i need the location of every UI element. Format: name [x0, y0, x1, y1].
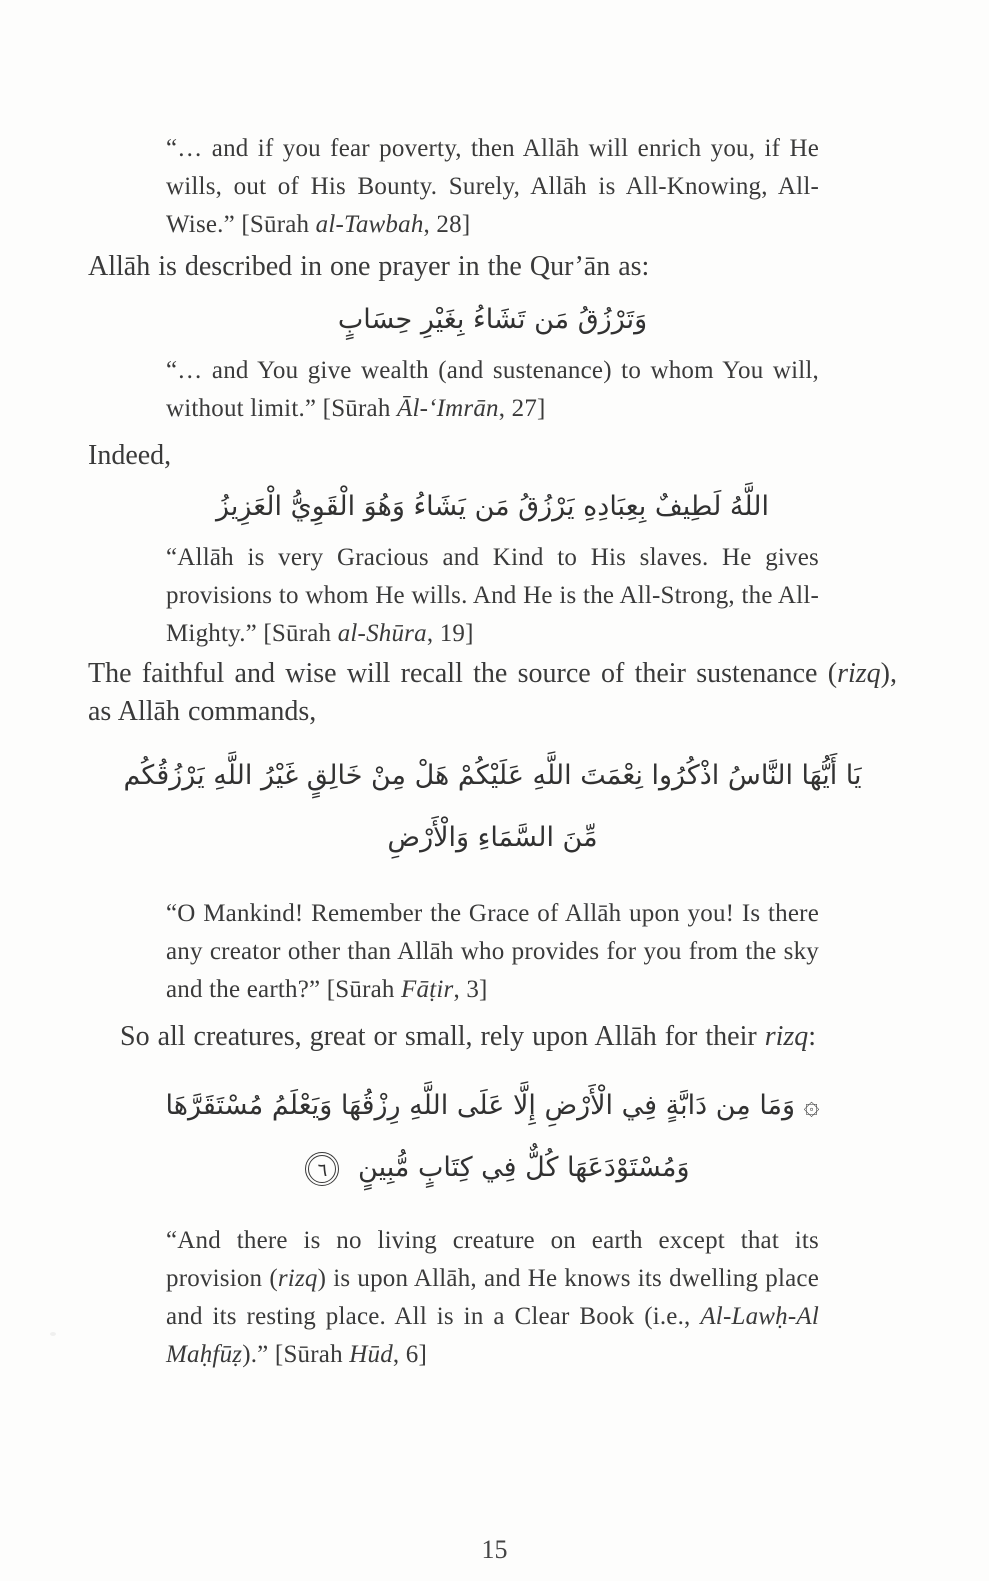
- arabic-verse-al-imran-27: وَتَرْزُقُ مَن تَشَاءُ بِغَيْرِ حِسَابٍ: [337, 304, 648, 335]
- quote-surah-hud-6: “And there is no living creature on earth except that its provision (rizq) is upon Allāh, and He knows its dwelling place and its resting place. All is in a Clear Book (i.e., Al-Lawḥ-Al Maḥfūẓ).” [Sūrah Hūd, 6]: [166, 1227, 819, 1368]
- page-number: 15: [481, 1535, 508, 1564]
- arabic-verse-fatir-3: [88, 745, 897, 869]
- scan-artifact: [50, 1332, 56, 1336]
- quote-surah-al-shura-19: “Allāh is very Gracious and Kind to His slaves. He gives provisions to whom He wills. And He is the All-Strong, the All-Mighty.” [Sūrah al-Shūra, 19]: [166, 544, 819, 647]
- arabic-verse-hud-6: [88, 1075, 897, 1199]
- arabic-hud-line-2: [88, 1137, 897, 1199]
- paragraph-allah-described: Allāh is described in one prayer in the Qur’ān as:: [88, 251, 650, 282]
- quote-surah-fatir-3: “O Mankind! Remember the Grace of Allāh upon you! Is there any creator other than Allāh who provides for you from the sky and the earth?” [Sūrah Fāṭir, 3]: [166, 900, 819, 1003]
- paragraph-all-creatures: So all creatures, great or small, rely upon Allāh for their rizq:: [120, 1021, 817, 1052]
- paragraph-indeed: Indeed,: [88, 440, 172, 471]
- quote-surah-al-imran-27: “… and You give wealth (and sustenance) to whom You will, without limit.” [Sūrah Āl-‘Imrān, 27]: [166, 357, 819, 422]
- page-content: [88, 130, 897, 1374]
- paragraph-faithful-and-wise: The faithful and wise will recall the source of their sustenance (rizq), as Allāh commands,: [88, 658, 897, 727]
- arabic-hud-line-1: ۞ وَمَا مِن دَابَّةٍ فِي الْأَرْضِ إِلَّا عَلَى اللَّهِ رِزْقُهَا وَيَعْلَمُ مُسْتَقَرَّهَا: [165, 1090, 820, 1121]
- arabic-fatir-line-1: يَا أَيُّهَا النَّاسُ اذْكُرُوا نِعْمَتَ اللَّهِ عَلَيْكُمْ هَلْ مِنْ خَالِقٍ غَيْرُ اللَّهِ يَرْزُقُكُم: [123, 760, 862, 791]
- arabic-fatir-line-2: مِّنَ السَّمَاءِ وَالْأَرْضِ: [387, 822, 598, 853]
- quote-surah-al-tawbah-28: “… and if you fear poverty, then Allāh will enrich you, if He wills, out of His Bounty. Surely, Allāh is All-Knowing, All-Wise.” [Sūrah al-Tawbah, 28]: [166, 135, 819, 238]
- arabic-hud-line-2-text: وَمُسْتَوْدَعَهَا كُلٌّ فِي كِتَابٍ مُّبِينٍ: [358, 1152, 690, 1183]
- ayah-end-marker-icon: ٦: [305, 1152, 339, 1186]
- arabic-verse-al-shura-19: اللَّهُ لَطِيفٌ بِعِبَادِهِ يَرْزُقُ مَن يَشَاءُ وَهُوَ الْقَوِيُّ الْعَزِيزُ: [215, 491, 770, 522]
